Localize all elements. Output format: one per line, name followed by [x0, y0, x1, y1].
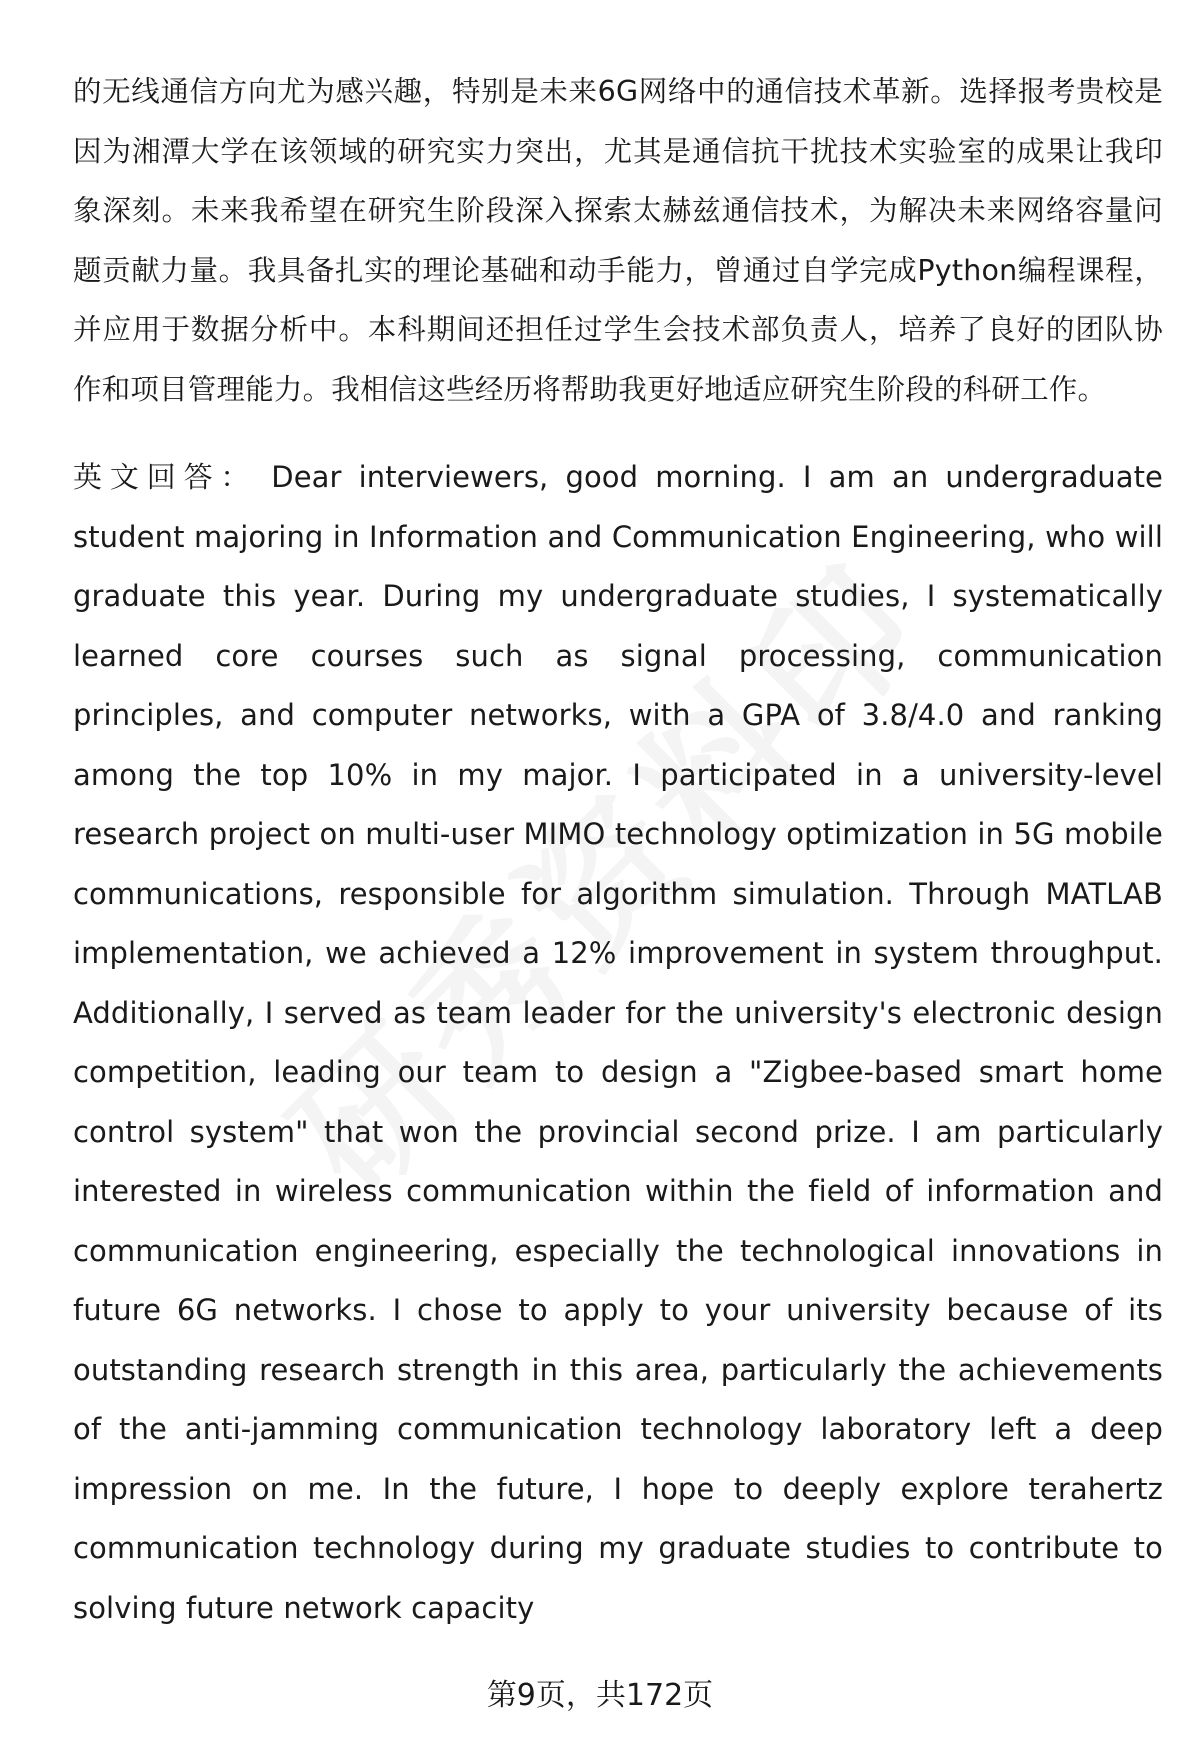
english-answer-text: Dear interviewers, good morning. I am an undergraduate student majoring in Information and Communication Engineering, who will graduate this year. During my undergraduate studies, I systematically learned core courses such as signal processing, communication principles, and computer networks, with a GPA of 3.8/4.0 and ranking among the top 10% in my major. I participated in a university-level research project on multi-user MIMO technology optimization in 5G mobile communications, responsible for algorithm simulation. Through MATLAB implementation, we achieved a 12% improvement in system throughput. Additionally, I served as team leader for the university's electronic design competition, leading our team to design a "Zigbee-based smart home control system" that won the provincial second prize. I am particularly interested in wireless communication within the field of information and communication engineering, especially the technological innovations in future 6G networks. I chose to apply to your university because of its outstanding research strength in this area, particularly the achievements of the anti-jamming communication technology laboratory left a deep impression on me. In the future, I hope to deeply explore terahertz communication technology during my graduate studies to contribute to solving future network capacity — [73, 460, 1163, 1625]
document-body — [73, 62, 1163, 1638]
english-answer-label: 英文回答： — [73, 460, 258, 494]
chinese-paragraph: 的无线通信方向尤为感兴趣，特别是未来6G网络中的通信技术革新。选择报考贵校是因为湘潭大学在该领域的研究实力突出，尤其是通信抗干扰技术实验室的成果让我印象深刻。未来我希望在研究生阶段深入探索太赫兹通信技术，为解决未来网络容量问题贡献力量。我具备扎实的理论基础和动手能力，曾通过自学完成Python编程课程，并应用于数据分析中。本科期间还担任过学生会技术部负责人，培养了良好的团队协作和项目管理能力。我相信这些经历将帮助我更好地适应研究生阶段的科研工作。 — [73, 75, 1163, 406]
page-footer: 第9页，共172页 — [486, 1678, 714, 1713]
english-answer-paragraph — [73, 448, 1163, 1638]
